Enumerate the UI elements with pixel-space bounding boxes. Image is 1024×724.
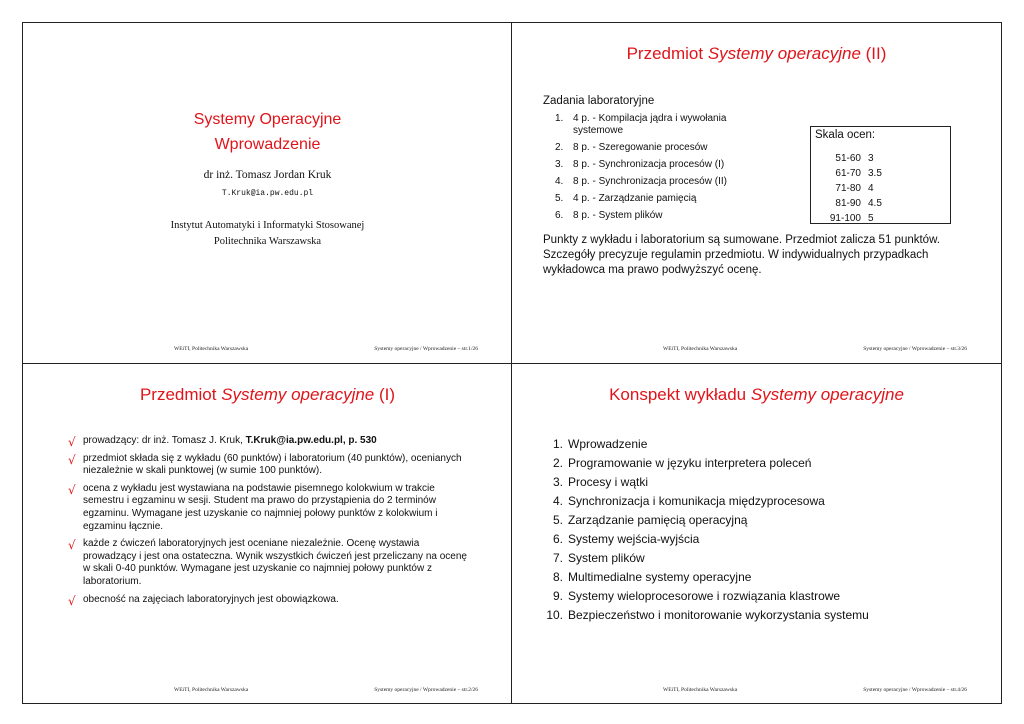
footer-right: Systemy operacyjne / Wprowadzenie – str.4/26	[863, 687, 967, 693]
outline-list	[540, 434, 970, 624]
main-title-line1: Systemy Operacyjne	[193, 111, 342, 128]
list-item: 8. Multimedialne systemy operacyjne	[552, 569, 752, 584]
list-item: 6. 8 p. - System plików	[555, 210, 663, 221]
check-icon: √	[68, 452, 76, 467]
slide-course-part1	[23, 364, 512, 705]
grade-scale-box	[810, 126, 951, 224]
list-item: 1. 4 p. - Kompilacja jądra i wywołania systemowe	[555, 113, 727, 136]
institute-line2: Politechnika Warszawska	[213, 236, 322, 247]
footer-right: Systemy operacyjne / Wprowadzenie – str.3/26	[863, 346, 967, 352]
main-title-line2: Wprowadzenie	[214, 136, 321, 153]
list-item: 2. 8 p. - Szeregowanie procesów	[555, 142, 708, 153]
list-item: 10. Bezpieczeństwo i monitorowanie wykorzystania systemu	[546, 607, 869, 622]
slide-course-part2	[512, 23, 1001, 364]
list-item: √ ocena z wykładu jest wystawiana na podstawie pisemnego kolokwium w trakcie semestru i egzaminu w sesji. Student ma prawo do przystąpienia do 2 terminów egzaminu. Wymagane jest uzyskanie co najmniej połowy punktów z kolokwium i egzaminu łącznie.	[68, 482, 438, 532]
list-item: 2. Programowanie w języku interpretera poleceń	[552, 455, 812, 470]
list-item: 5. 4 p. - Zarządzanie pamięcią	[555, 193, 697, 204]
footer-left: WEiTI, Politechnika Warszawska	[663, 346, 738, 352]
grade-row: 71-80 4	[835, 183, 874, 194]
check-icon: √	[68, 538, 76, 553]
contact-email: T.Kruk@ia.pw.edu.pl, p. 530	[245, 435, 377, 446]
check-icon: √	[68, 593, 76, 608]
list-item: 3. 8 p. - Synchronizacja procesów (I)	[555, 159, 725, 170]
list-item: 4. 8 p. - Synchronizacja procesów (II)	[555, 176, 727, 187]
list-item: √ przedmiot składa się z wykładu (60 punktów) i laboratorium (40 punktów), ocenianych niezależnie w skali punktowej (w sumie 100 punktów).	[68, 452, 462, 477]
grade-row: 61-70 3.5	[835, 168, 882, 179]
list-item: √ obecność na zajęciach laboratoryjnych jest obowiązkowa.	[68, 593, 339, 608]
list-item: 1. Wprowadzenie	[552, 436, 648, 451]
slide-lecture-outline	[512, 364, 1001, 705]
list-item: 5. Zarządzanie pamięcią operacyjną	[552, 512, 748, 527]
footer-right: Systemy operacyjne / Wprowadzenie – str.1/26	[374, 346, 478, 352]
grade-scale-title: Skala ocen:	[815, 129, 876, 141]
summary-paragraph: Punkty z wykładu i laboratorium są sumowane. Przedmiot zalicza 51 punktów. Szczegóły precyzuje regulamin przedmiotu. W indywidualnych przypadkach wykładowca ma prawo podwyższyć ocenę.	[543, 234, 940, 276]
list-item: √ prowadzący: dr inż. Tomasz J. Kruk, T.Kruk@ia.pw.edu.pl, p. 530	[68, 435, 377, 449]
institute-line1: Instytut Automatyki i Informatyki Stosowanej	[170, 220, 365, 231]
list-item: 6. Systemy wejścia-wyjścia	[552, 531, 700, 546]
grade-row: 91-100 5	[829, 213, 874, 224]
lab-tasks-heading: Zadania laboratoryjne	[543, 95, 655, 107]
footer-left: WEiTI, Politechnika Warszawska	[663, 687, 738, 693]
author-email: T.Kruk@ia.pw.edu.pl	[221, 189, 314, 198]
grade-row: 51-60 3	[835, 153, 874, 164]
check-icon: √	[68, 482, 76, 497]
list-item: 9. Systemy wieloprocesorowe i rozwiązania klastrowe	[552, 588, 841, 603]
footer-left: WEiTI, Politechnika Warszawska	[174, 687, 249, 693]
list-item: 7. System plików	[552, 550, 645, 565]
grade-row: 81-90 4.5	[835, 198, 882, 209]
check-icon: √	[68, 435, 76, 449]
slide-title: Przedmiot Systemy operacyjne (I)	[139, 385, 396, 404]
author: dr inż. Tomasz Jordan Kruk	[203, 169, 332, 181]
slide-title-page	[23, 23, 512, 364]
footer-left: WEiTI, Politechnika Warszawska	[174, 346, 249, 352]
lab-tasks-list	[543, 113, 783, 227]
list-item: 3. Procesy i wątki	[552, 474, 649, 489]
list-item: √ każde z ćwiczeń laboratoryjnych jest oceniane niezależnie. Ocenę wystawia prowadzący i jest ona ostateczna. Wynik wszystkich ćwiczeń jest przeliczany na ocenę w skali 0-40 punktów. Wymagane jest uzyskanie co najmniej połowy punktów z laboratorium.	[68, 538, 467, 587]
list-item: 4. Synchronizacja i komunikacja międzyprocesowa	[552, 493, 825, 508]
slide-title: Przedmiot Systemy operacyjne (II)	[626, 44, 887, 63]
footer-right: Systemy operacyjne / Wprowadzenie – str.2/26	[374, 687, 478, 693]
slide-title: Konspekt wykładu Systemy operacyjne	[609, 385, 904, 404]
course-info-list	[68, 435, 468, 611]
